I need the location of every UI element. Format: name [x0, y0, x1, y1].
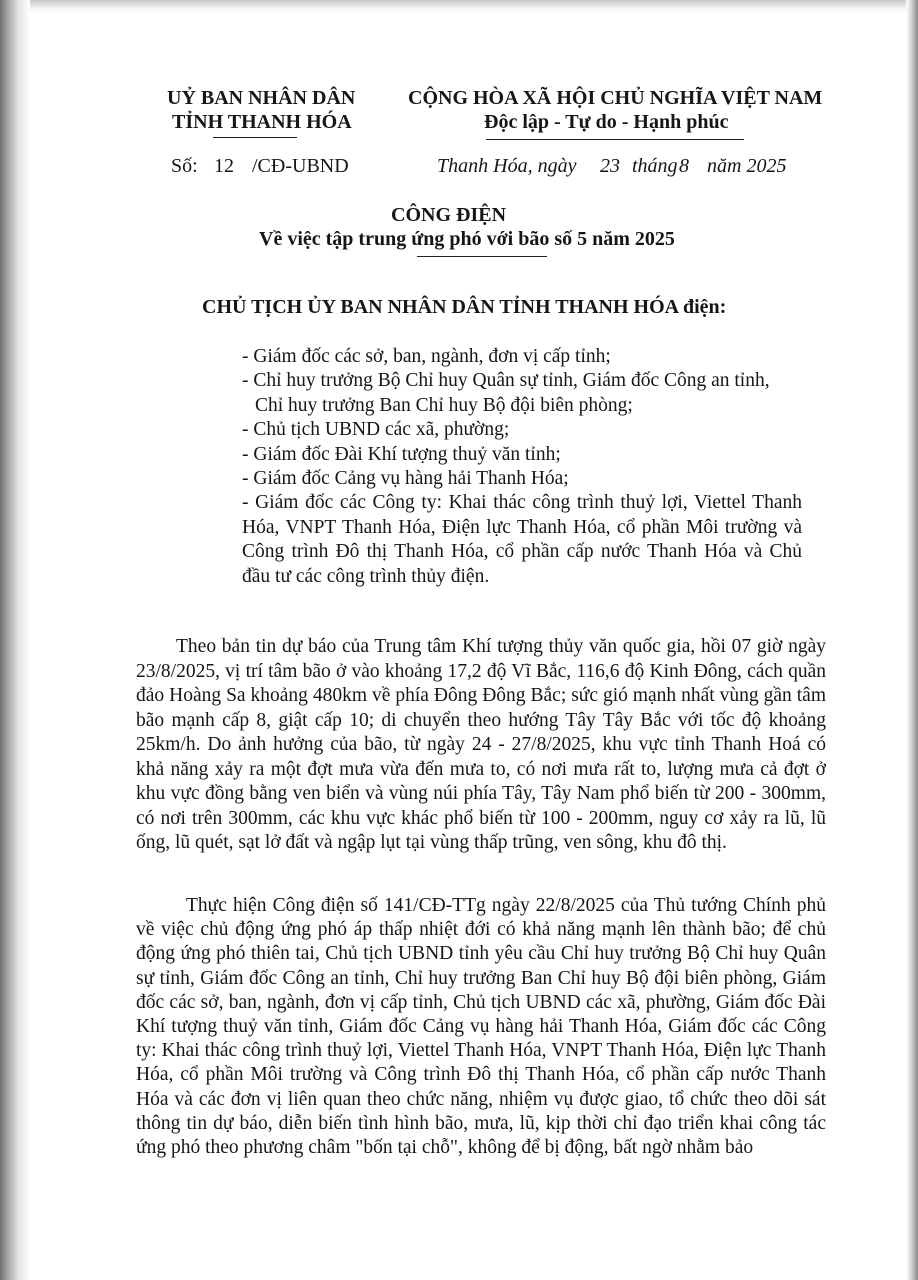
motto-underline — [486, 139, 744, 140]
issuer-line-1: UỶ BAN NHÂN DÂN — [167, 87, 356, 109]
recipient-item: - Giám đốc Đài Khí tượng thuỷ văn tỉnh; — [242, 443, 561, 465]
date-place: Thanh Hóa, ngày — [437, 155, 577, 177]
page-shadow-top — [0, 0, 918, 14]
issuer-underline — [213, 137, 297, 138]
document-number-suffix: /CĐ-UBND — [252, 155, 349, 177]
document-number-prefix: Số: — [171, 155, 198, 177]
issuer-line-2: TỈNH THANH HÓA — [172, 111, 352, 133]
body-paragraph-2: Thực hiện Công điện số 141/CĐ-TTg ngày 22/8/2025 của Thủ tướng Chính phủ về việc chủ động ứng phó áp thấp nhiệt đới có khả năng mạnh lên thành bão; để chủ động ứng phó thiên tai, Chủ tịch UBND tỉnh yêu cầu Chỉ huy trưởng Bộ Chỉ huy Quân sự tỉnh, Giám đốc Công an tỉnh, Chỉ huy trưởng Ban Chỉ huy Bộ đội biên phòng, Giám đốc các sở, ban, ngành, đơn vị cấp tỉnh, Chủ tịch UBND các xã, phường, Giám đốc Đài Khí tượng thuỷ văn tỉnh, Giám đốc Cảng vụ hàng hải Thanh Hóa, Giám đốc các Công ty: Khai thác công trình thuỷ lợi, Viettel Thanh Hóa, VNPT Thanh Hóa, Điện lực Thanh Hóa, cổ phần Môi trường và Công trình Đô thị Thanh Hóa, cổ phần cấp nước Thanh Hóa và các đơn vị liên quan theo chức năng, nhiệm vụ được giao, tổ chức theo dõi sát thông tin dự báo, diễn biến tình hình bão, mưa, lũ, kịp thời chỉ đạo triển khai công tác ứng phó theo phương châm "bốn tại chỗ", không để bị động, bất ngờ nhằm bảo — [136, 895, 826, 1159]
date-month-label: tháng — [632, 155, 678, 177]
recipient-item: - Giám đốc các Công ty: Khai thác công trình thuỷ lợi, Viettel Thanh Hóa, VNPT Thanh Hóa, Điện lực Thanh Hóa, cổ phần Môi trường và Công trình Đô thị Thanh Hóa, cổ phần cấp nước Thanh Hóa và Chủ đầu tư các công trình thủy điện. — [242, 492, 802, 587]
date-month: 8 — [679, 155, 689, 177]
recipient-item: - Giám đốc Cảng vụ hàng hải Thanh Hóa; — [242, 468, 569, 490]
subject-underline — [417, 256, 547, 257]
page-shadow-left — [0, 0, 30, 1280]
recipient-item: - Chủ tịch UBND các xã, phường; — [242, 419, 510, 441]
recipient-item-continued: Chỉ huy trưởng Ban Chỉ huy Bộ đội biên phòng; — [255, 394, 633, 416]
date-year: năm 2025 — [707, 155, 787, 177]
date-day: 23 — [600, 155, 620, 177]
national-motto: Độc lập - Tự do - Hạnh phúc — [484, 111, 729, 133]
recipient-item: - Chỉ huy trưởng Bộ Chỉ huy Quân sự tỉnh, Giám đốc Công an tỉnh, — [242, 370, 770, 392]
document-number: 12 — [214, 155, 234, 177]
body-paragraph-1: Theo bản tin dự báo của Trung tâm Khí tượng thủy văn quốc gia, hồi 07 giờ ngày 23/8/2025, vị trí tâm bão ở vào khoảng 17,2 độ Vĩ Bắc, 116,6 độ Kinh Đông, cách quần đảo Hoàng Sa khoảng 480km về phía Đông Đông Bắc; sức gió mạnh nhất vùng gần tâm bão mạnh cấp 8, giật cấp 10; di chuyển theo hướng Tây Tây Bắc với tốc độ khoảng 25km/h. Do ảnh hưởng của bão, từ ngày 24 - 27/8/2025, khu vực tỉnh Thanh Hoá có khả năng xảy ra một đợt mưa vừa đến mưa to, có nơi mưa rất to, lượng mưa cả đợt ở khu vực đồng bằng ven biển và vùng núi phía Tây, Tây Nam phổ biến từ 200 - 300mm, có nơi trên 300mm, các khu vực khác phổ biến từ 100 - 200mm, nguy cơ xảy ra lũ, lũ ống, lũ quét, sạt lở đất và ngập lụt tại vùng thấp trũng, ven sông, khu đô thị. — [136, 636, 826, 853]
recipient-item: - Giám đốc các sở, ban, ngành, đơn vị cấp tỉnh; — [242, 346, 611, 367]
document-type: CÔNG ĐIỆN — [391, 204, 507, 226]
sender-line: CHỦ TỊCH ỦY BAN NHÂN DÂN TỈNH THANH HÓA điện: — [202, 296, 727, 318]
recipient-list — [242, 345, 802, 589]
document-subject: Về việc tập trung ứng phó với bão số 5 năm 2025 — [259, 228, 675, 250]
page-shadow-right — [906, 0, 918, 1280]
national-title: CỘNG HÒA XÃ HỘI CHỦ NGHĨA VIỆT NAM — [408, 87, 823, 109]
